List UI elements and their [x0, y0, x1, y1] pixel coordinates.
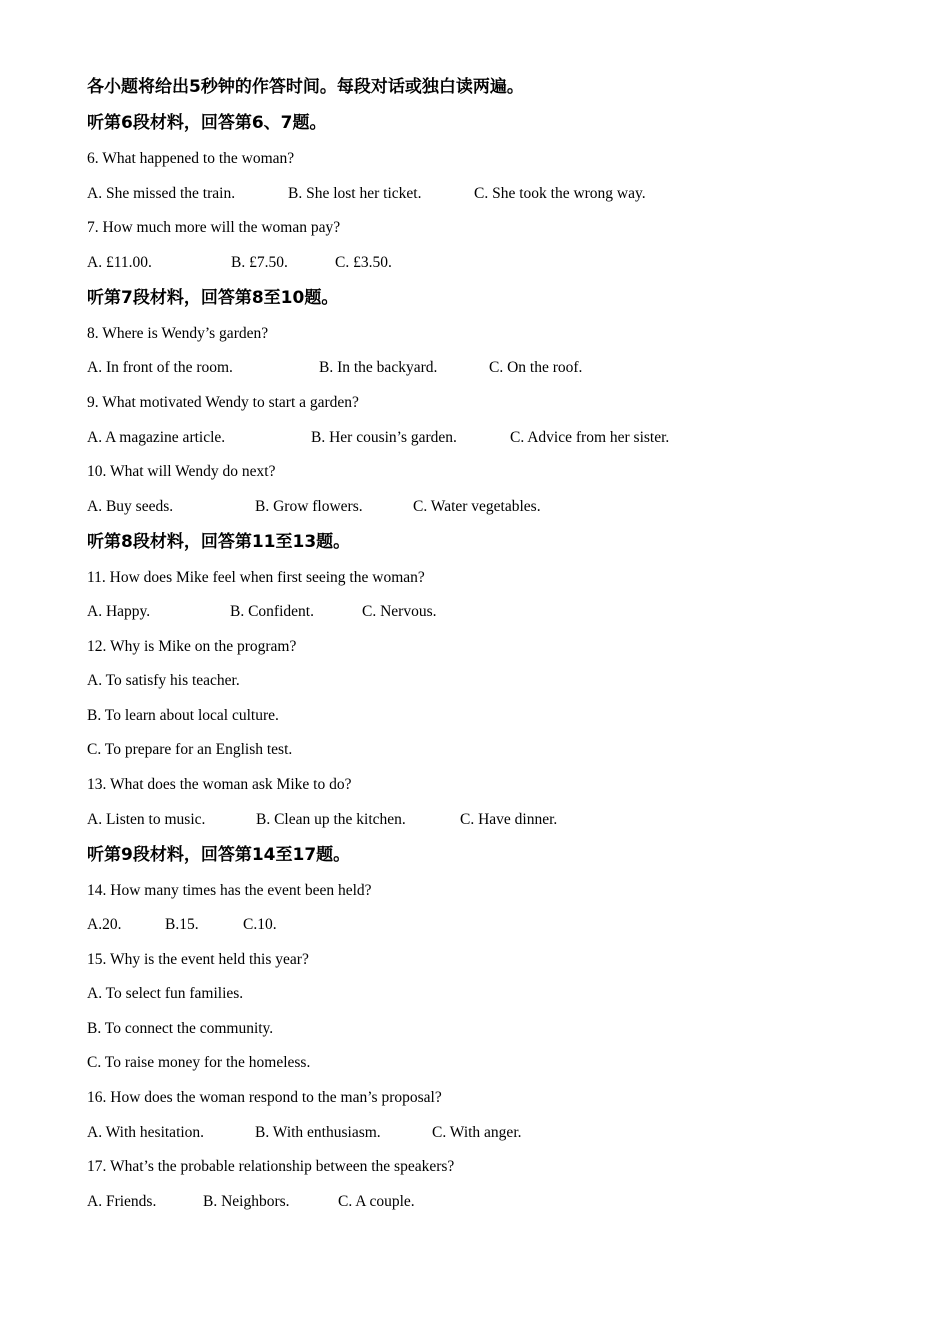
question-text: 8. Where is Wendy’s garden? — [87, 325, 269, 342]
option-a: A. With hesitation. — [87, 1124, 205, 1141]
question-text: 17. What’s the probable relationship between the speakers? — [87, 1158, 455, 1175]
option-a: A. Friends. — [87, 1193, 157, 1210]
question-text: 9. What motivated Wendy to start a garden? — [87, 394, 359, 411]
option-c: C. Nervous. — [362, 603, 437, 620]
section-heading: 听第7段材料，回答第8至10题。 — [87, 288, 339, 308]
option-c: C. With anger. — [432, 1124, 522, 1141]
option-c: C. A couple. — [338, 1193, 415, 1210]
option-c: C. £3.50. — [335, 254, 392, 271]
option-a: A. She missed the train. — [87, 185, 236, 202]
option-b: B. £7.50. — [231, 254, 288, 271]
option-c: C. She took the wrong way. — [474, 185, 646, 202]
option-b: B. She lost her ticket. — [288, 185, 422, 202]
option-b: B. With enthusiasm. — [255, 1124, 381, 1141]
option-a: A. £11.00. — [87, 254, 152, 271]
option-b: B. Confident. — [230, 603, 314, 620]
option-c: C.10. — [243, 916, 277, 933]
section-heading: 听第6段材料，回答第6、7题。 — [87, 113, 327, 133]
option-b: B. Grow flowers. — [255, 498, 363, 515]
question-text: 13. What does the woman ask Mike to do? — [87, 776, 352, 793]
option-c: C. To raise money for the homeless. — [87, 1054, 311, 1071]
question-text: 15. Why is the event held this year? — [87, 951, 309, 968]
option-c: C. To prepare for an English test. — [87, 741, 293, 758]
option-a: A. Listen to music. — [87, 811, 206, 828]
intro-instruction: 各小题将给出5秒钟的作答时间。每段对话或独白读两遍。 — [87, 77, 524, 97]
question-text: 16. How does the woman respond to the man’s proposal? — [87, 1089, 442, 1106]
option-a: A. To select fun families. — [87, 985, 244, 1002]
option-b: B.15. — [165, 916, 199, 933]
option-b: B. To connect the community. — [87, 1020, 274, 1037]
question-text: 10. What will Wendy do next? — [87, 463, 276, 480]
question-text: 6. What happened to the woman? — [87, 150, 295, 167]
option-a: A. In front of the room. — [87, 359, 233, 376]
section-heading: 听第8段材料，回答第11至13题。 — [87, 532, 351, 552]
option-c: C. Advice from her sister. — [510, 429, 670, 446]
option-c: C. On the roof. — [489, 359, 583, 376]
option-b: B. Neighbors. — [203, 1193, 290, 1210]
option-b: B. Clean up the kitchen. — [256, 811, 406, 828]
option-c: C. Water vegetables. — [413, 498, 541, 515]
option-b: B. In the backyard. — [319, 359, 438, 376]
option-b: B. To learn about local culture. — [87, 707, 279, 724]
option-a: A.20. — [87, 916, 122, 933]
option-a: A. To satisfy his teacher. — [87, 672, 240, 689]
question-text: 12. Why is Mike on the program? — [87, 638, 297, 655]
option-a: A. Buy seeds. — [87, 498, 174, 515]
question-text: 14. How many times has the event been held? — [87, 882, 372, 899]
option-b: B. Her cousin’s garden. — [311, 429, 457, 446]
question-text: 11. How does Mike feel when first seeing the woman? — [87, 569, 425, 586]
option-a: A. Happy. — [87, 603, 151, 620]
question-text: 7. How much more will the woman pay? — [87, 219, 341, 236]
option-a: A. A magazine article. — [87, 429, 226, 446]
option-c: C. Have dinner. — [460, 811, 558, 828]
section-heading: 听第9段材料，回答第14至17题。 — [87, 845, 351, 865]
